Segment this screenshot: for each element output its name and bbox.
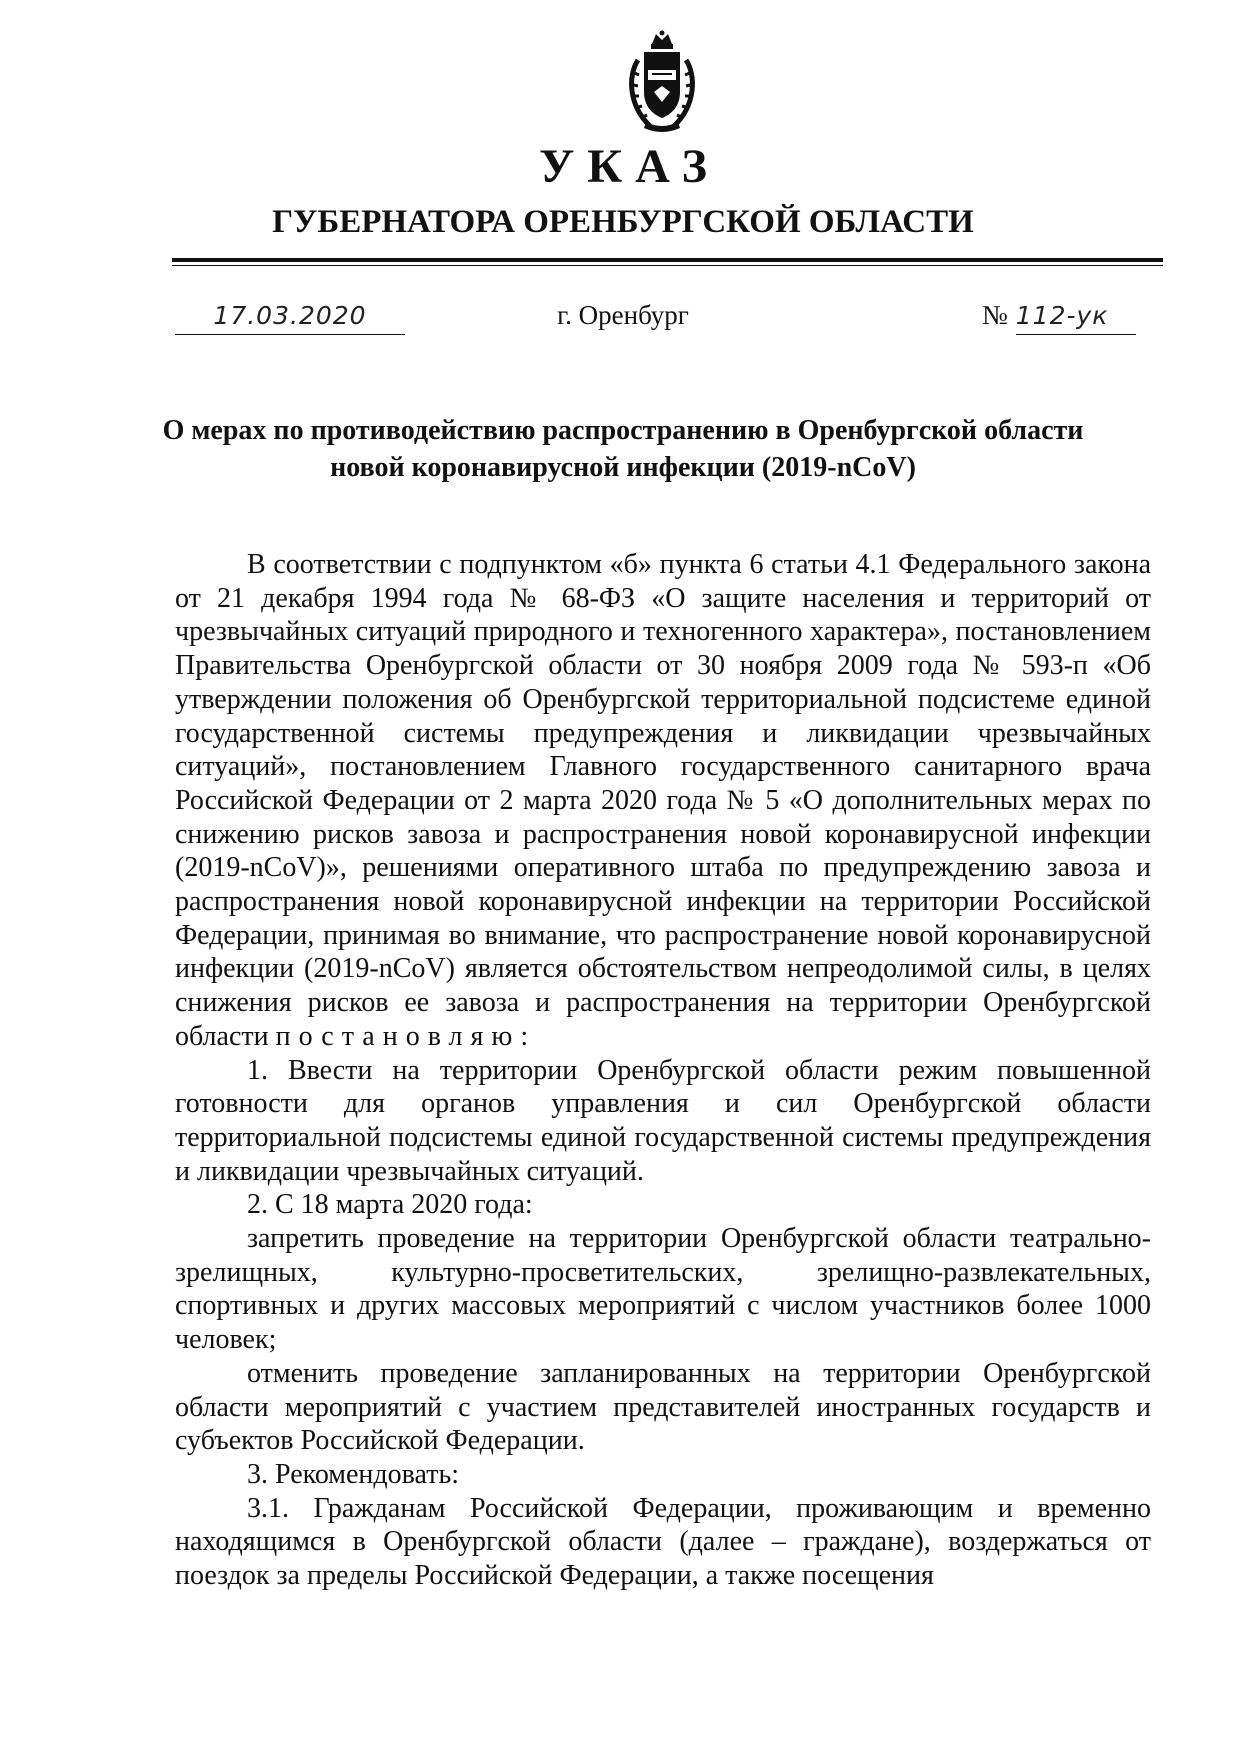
decree-number-label: № bbox=[982, 300, 1008, 330]
decree-title: УКАЗ bbox=[539, 140, 720, 193]
decree-heading-line-1: О мерах по противодействию распространению в Оренбургской области bbox=[162, 415, 1084, 446]
header-divider-thick bbox=[172, 258, 1163, 262]
preamble-text: В соответствии с подпунктом «б» пункта 6 статьи 4.1 Федерального закона от 21 декабря 1994 года № 68-ФЗ «О защите населения и территорий от чрезвычайных ситуаций природного и техногенного характера», постановлением Правительства Оренбургской области от 30 ноября 2009 года № 593-п «Об утверждении положения об Оренбургской территориальной подсистеме единой государственной системы предупреждения и ликвидации чрезвычайных ситуаций», постановлением Главного государственного санитарного врача Российской Федерации от 2 марта 2020 года № 5 «О дополнительных мерах по снижению рисков завоза и распространения новой коронавирусной инфекции (2019-nCoV)», решениями оперативного штаба по предупреждению завоза и распространения новой коронавирусной инфекции на территории Российской Федерации, принимая во внимание, что распространение новой коронавирусной инфекции (2019-nCoV) является обстоятельством непреодолимой силы, в целях снижения рисков ее завоза и распространения на территории Оренбургской области bbox=[175, 549, 1151, 1052]
decree-number-value: 112-ук bbox=[1016, 298, 1136, 335]
decree-heading-line-2: новой коронавирусной инфекции (2019-nCoV) bbox=[330, 452, 916, 483]
item-2a-paragraph: запретить проведение на территории Оренбургской области театрально-зрелищных, культурно-просветительских, зрелищно-развлекательных, спортивных и других массовых мероприятий с числом участников более 1000 человек; bbox=[175, 1223, 1151, 1356]
decree-body bbox=[175, 548, 1151, 1593]
item-2b-paragraph: отменить проведение запланированных на территории Оренбургской области мероприятий с участием представителей иностранных государств и субъектов Российской Федерации. bbox=[175, 1357, 1151, 1457]
preamble-paragraph bbox=[175, 548, 1151, 1054]
item-1-paragraph: 1. Ввести на территории Оренбургской области режим повышенной готовности для органов управления и сил Оренбургской области территориальной подсистемы единой государственной системы предупреждения и ликвидации чрезвычайных ситуаций. bbox=[175, 1054, 1151, 1187]
item-3-paragraph: 3. Рекомендовать: bbox=[247, 1458, 459, 1490]
resolve-word: постановляю: bbox=[275, 1020, 537, 1052]
item-2-paragraph: 2. С 18 марта 2020 года: bbox=[247, 1189, 533, 1221]
decree-city: г. Оренбург bbox=[557, 300, 689, 330]
header-divider-thin bbox=[172, 265, 1163, 266]
item-3-1-paragraph: 3.1. Гражданам Российской Федерации, проживающим и временно находящимся в Оренбургской области (далее – граждане), воздержаться от поездок за пределы Российской Федерации, а также посещения bbox=[175, 1492, 1151, 1592]
decree-number bbox=[982, 297, 1136, 335]
decree-date-value: 17.03.2020 bbox=[213, 301, 367, 330]
issuer-title: ГУБЕРНАТОРА ОРЕНБУРГСКОЙ ОБЛАСТИ bbox=[272, 204, 974, 240]
coat-of-arms-icon bbox=[620, 30, 704, 134]
decree-heading bbox=[0, 412, 1246, 486]
